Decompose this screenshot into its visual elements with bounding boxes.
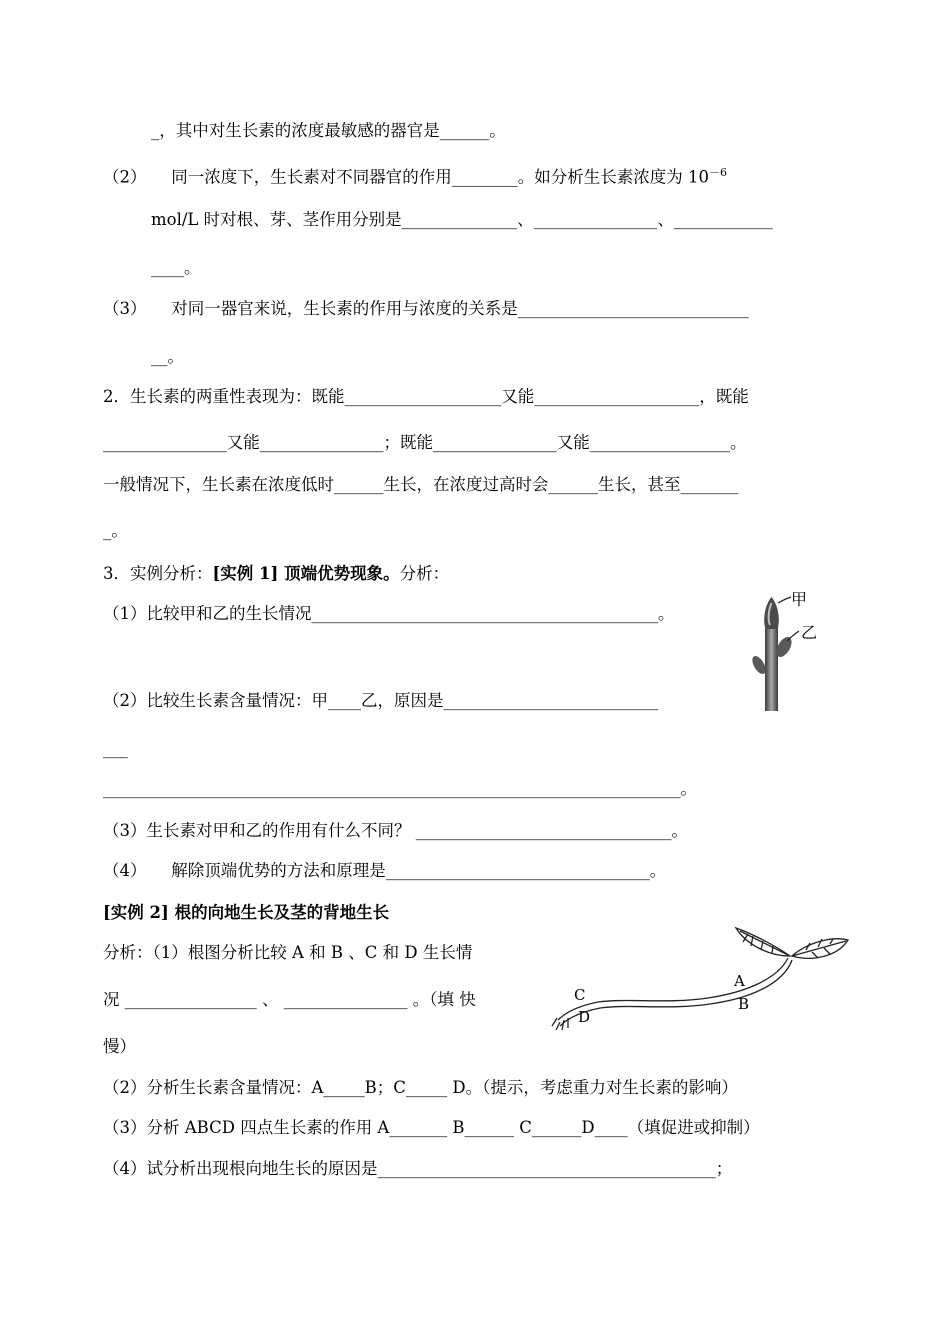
- text-line: [151, 346, 184, 368]
- text-line: [103, 474, 738, 496]
- text-line: [151, 257, 201, 279]
- text: （4）试分析出现根向地生长的原因是_________________________________________；: [103, 1159, 733, 1178]
- text: （2）比较生长素含量情况：甲____乙，原因是__________________________: [103, 691, 658, 710]
- text: （4） 解除顶端优势的方法和原理是________________________________。: [103, 861, 667, 880]
- text: mol/L 时对根、芽、茎作用分别是______________、_______________、____________: [151, 210, 773, 229]
- label-leader: [787, 631, 799, 641]
- text-line: [103, 520, 128, 542]
- label-d: D: [578, 1008, 591, 1026]
- text-line: [103, 1117, 760, 1139]
- text-line: [103, 563, 449, 585]
- text: （3）分析 ABCD 四点生长素的作用 A_______ B______ C______D____（填促进或抑制）: [103, 1118, 760, 1137]
- label-c: C: [574, 986, 586, 1004]
- apical-bud: [764, 597, 779, 629]
- label-a: A: [734, 972, 745, 990]
- text: （2） 同一浓度下，生长素对不同器官的作用________。如分析生长素浓度为 10: [103, 167, 709, 187]
- text-line: [103, 432, 747, 454]
- text-line: [103, 820, 688, 842]
- text: _。: [103, 521, 128, 540]
- text-line: [103, 603, 675, 625]
- text: （3）生长素对甲和乙的作用有什么不同？ _______________________________。: [103, 821, 688, 840]
- text: 况 ________________ 、 _______________ 。（填 快: [103, 990, 476, 1009]
- text: 分析：（1）根图分析比较 A 和 B 、C 和 D 生长情: [103, 943, 473, 962]
- text: 慢）: [103, 1037, 136, 1056]
- text-line: [151, 120, 506, 142]
- stem-upper: [558, 958, 788, 1020]
- text: ____。: [151, 258, 201, 277]
- superscript: －6: [709, 166, 727, 179]
- root-hairs: [552, 1018, 568, 1030]
- text: （3） 对同一器官来说，生长素的作用与浓度的关系是____________________________: [103, 299, 749, 318]
- seedling-gravitropism-figure: [548, 922, 850, 1032]
- label-yi: 乙: [801, 623, 818, 642]
- label-leader: [778, 597, 791, 603]
- text: _，其中对生长素的浓度最敏感的器官是______。: [151, 121, 506, 140]
- text: ___: [103, 739, 128, 758]
- text-line: [103, 1036, 136, 1058]
- text: 2．生长素的两重性表现为：既能___________________又能____________________，既能: [103, 387, 749, 406]
- text-line: [103, 778, 697, 800]
- text-line: [103, 162, 727, 189]
- text: 分析：: [399, 564, 450, 583]
- label-jia: 甲: [791, 590, 808, 609]
- text: （1）比较甲和乙的生长情况__________________________________________。: [103, 604, 675, 623]
- heading: [实例 2] 根的向地生长及茎的背地生长: [103, 903, 390, 922]
- text-line: [103, 298, 749, 320]
- text-line: [103, 738, 128, 760]
- apical-dominance-figure: [745, 585, 835, 713]
- text: 3．实例分析：: [103, 564, 213, 583]
- text: _______________又能_______________；既能_______________又能_________________。: [103, 433, 747, 452]
- text-line: [103, 386, 749, 408]
- heading: [实例 1] 顶端优势现象。: [212, 564, 400, 583]
- text: 一般情况下，生长素在浓度低时______生长，在浓度过高时会______生长，甚至_______: [103, 475, 739, 494]
- text-line: [151, 209, 773, 231]
- text: __。: [151, 347, 184, 366]
- text-line: [103, 1077, 738, 1099]
- text-line: [103, 942, 472, 964]
- text-line: [103, 989, 476, 1011]
- text-line: [103, 860, 666, 882]
- text-line: [103, 690, 658, 712]
- stem: [765, 623, 778, 711]
- label-b: B: [738, 995, 750, 1013]
- section-heading: [103, 902, 389, 924]
- text-line: [103, 1158, 732, 1180]
- stem-lower: [560, 960, 792, 1026]
- text: （2）分析生长素含量情况：A_____B；C_____ D。（提示，考虑重力对生长素的影响）: [103, 1078, 738, 1097]
- text: ______________________________________________________________________。: [103, 779, 697, 798]
